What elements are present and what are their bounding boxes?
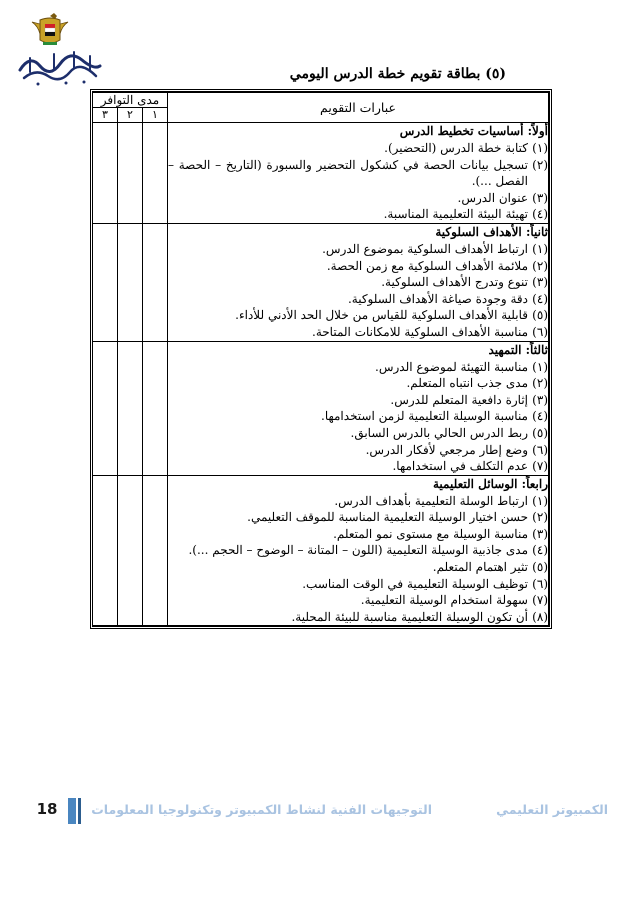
section-cell — [168, 341, 549, 475]
list-item — [168, 609, 548, 626]
item-text: مناسبة التهيئة لموضوع الدرس. — [375, 359, 528, 374]
list-item — [168, 307, 548, 324]
item-number: (٤) — [532, 291, 548, 306]
list-item — [168, 493, 548, 510]
rating-cell-level-1[interactable] — [143, 123, 168, 224]
list-item — [168, 140, 548, 157]
list-item — [168, 157, 548, 190]
item-text: تسجيل بيانات الحصة في كشكول التحضير والسبورة (التاريخ – الحصة – الفصل ...). — [168, 157, 528, 189]
item-number: (٢) — [532, 510, 548, 525]
header-statements: عبارات التقويم — [168, 93, 549, 123]
item-text: تنوع وتدرج الأهداف السلوكية. — [381, 275, 528, 290]
level-1-header: ١ — [143, 108, 168, 123]
rating-cell-level-3[interactable] — [93, 123, 118, 224]
list-item — [168, 274, 548, 291]
evaluation-table — [90, 89, 552, 629]
item-text: إثارة دافعية المتعلم للدرس. — [390, 392, 528, 407]
section-title: أولاً: أساسيات تخطيط الدرس — [399, 124, 548, 138]
item-text: ارتباط الوسلة التعليمية بأهداف الدرس. — [334, 493, 528, 508]
rating-cell-level-2[interactable] — [118, 123, 143, 224]
list-item — [168, 241, 548, 258]
list-item — [168, 576, 548, 593]
section-row-behavioral-objectives — [93, 223, 549, 341]
item-text: توظيف الوسيلة التعليمية في الوقت المناسب. — [302, 576, 528, 591]
item-number: (٥) — [532, 560, 548, 575]
rating-cell-level-1[interactable] — [143, 223, 168, 341]
section-title: ثالثاً: التمهيد — [488, 342, 548, 357]
item-number: (٣) — [532, 275, 548, 290]
section-cell — [168, 123, 549, 224]
item-text: ارتباط الأهداف السلوكية بموضوع الدرس. — [322, 241, 528, 256]
list-item — [168, 425, 548, 442]
rating-cell-level-2[interactable] — [118, 223, 143, 341]
item-number: (٧) — [532, 459, 548, 474]
level-3-header: ٣ — [93, 108, 118, 123]
item-number: (٥) — [532, 308, 548, 323]
list-item — [168, 542, 548, 559]
section-title: رابعاً: الوسائل التعليمية — [432, 476, 548, 491]
header-availability-range: مدى التوافر — [93, 93, 168, 108]
rating-cell-level-3[interactable] — [93, 475, 118, 626]
item-text: مدى جذب انتباه المتعلم. — [406, 376, 528, 391]
item-number: (٣) — [532, 392, 548, 407]
item-number: (٦) — [532, 576, 548, 591]
item-number: (٣) — [532, 526, 548, 541]
rating-cell-level-2[interactable] — [118, 341, 143, 475]
item-number: (٥) — [532, 425, 548, 440]
item-text: مناسبة الوسيلة مع مستوى نمو المتعلم. — [333, 526, 528, 541]
item-number: (٤) — [532, 207, 548, 222]
item-text: عدم التكلف في استخدامها. — [392, 459, 528, 474]
rating-cell-level-2[interactable] — [118, 475, 143, 626]
list-item — [168, 526, 548, 543]
list-item — [168, 442, 548, 459]
footer-guidelines-title: التوجيهات الفنية لنشاط الكمبيوتر وتكنولوجيا المعلومات — [91, 802, 432, 817]
section-row-teaching-aids — [93, 475, 549, 626]
list-item — [168, 509, 548, 526]
list-item — [168, 359, 548, 376]
item-text: عنوان الدرس. — [457, 190, 528, 205]
item-number: (١) — [532, 359, 548, 374]
list-item — [168, 458, 548, 475]
item-text: كتابة خطة الدرس (التحضير). — [384, 141, 528, 155]
item-number: (٦) — [532, 442, 548, 457]
item-number: (٢) — [532, 376, 548, 391]
footer-book-title: الكمبيوتر التعليمي — [496, 802, 608, 817]
item-number: (٦) — [532, 324, 548, 339]
item-text: ملائمة الأهداف السلوكية مع زمن الحصة. — [326, 258, 528, 273]
list-item — [168, 375, 548, 392]
item-text: أن تكون الوسيلة التعليمية مناسبة للبيئة المحلية. — [291, 609, 528, 624]
ministry-logo — [10, 10, 110, 90]
item-number: (١) — [532, 241, 548, 256]
list-item — [168, 258, 548, 275]
page-footer — [30, 797, 608, 825]
page-number: 18 — [36, 800, 58, 818]
rating-cell-level-1[interactable] — [143, 341, 168, 475]
item-number: (٤) — [532, 543, 548, 558]
item-number: (١) — [532, 493, 548, 508]
rating-cell-level-3[interactable] — [93, 341, 118, 475]
rating-cell-level-1[interactable] — [143, 475, 168, 626]
section-cell — [168, 223, 549, 341]
item-number: (٣) — [532, 190, 548, 205]
item-number: (٧) — [532, 593, 548, 608]
list-item — [168, 392, 548, 409]
item-text: مناسبة الأهداف السلوكية للامكانات المتاحة. — [312, 324, 528, 339]
item-text: قابلية الأهداف السلوكية للقياس من خلال الحد الأدني للأداء. — [235, 308, 528, 323]
item-text: وضع إطار مرجعي لأفكار الدرس. — [365, 442, 528, 457]
page-title: (٥) بطاقة تقويم خطة الدرس اليومي — [289, 66, 506, 82]
eagle-emblem-icon — [10, 10, 110, 90]
item-number: (٨) — [532, 609, 548, 624]
list-item — [168, 592, 548, 609]
item-number: (١) — [532, 141, 548, 155]
footer-accent-bar — [68, 798, 76, 824]
item-text: مناسبة الوسيلة التعليمية لزمن استخدامها. — [321, 409, 528, 424]
item-text: دقة وجودة صياغة الأهداف السلوكية. — [347, 291, 528, 306]
item-text: ربط الدرس الحالي بالدرس السابق. — [350, 425, 528, 440]
list-item — [168, 291, 548, 308]
item-text: تثير اهتمام المتعلم. — [432, 560, 528, 575]
section-title: ثانياً: الأهداف السلوكية — [435, 224, 548, 239]
section-row-planning-basics — [93, 123, 549, 224]
item-text: حسن اختيار الوسيلة التعليمية المناسبة للموقف التعليمي. — [247, 510, 528, 525]
item-text: سهولة استخدام الوسيلة التعليمية. — [360, 593, 528, 608]
footer-accent-bar-thin — [78, 798, 81, 824]
item-text: مدى جاذبية الوسيلة التعليمية (اللون – المتانة – الوضوح – الحجم ...). — [188, 543, 528, 558]
level-2-header: ٢ — [118, 108, 143, 123]
item-number: (٢) — [532, 157, 548, 172]
list-item — [168, 559, 548, 576]
section-row-introduction — [93, 341, 549, 475]
rating-cell-level-3[interactable] — [93, 223, 118, 341]
list-item — [168, 408, 548, 425]
list-item — [168, 324, 548, 341]
item-number: (٤) — [532, 409, 548, 424]
item-number: (٢) — [532, 258, 548, 273]
section-cell — [168, 475, 549, 626]
list-item — [168, 190, 548, 207]
list-item — [168, 206, 548, 223]
item-text: تهيئة البيئة التعليمية المناسبة. — [383, 207, 528, 222]
